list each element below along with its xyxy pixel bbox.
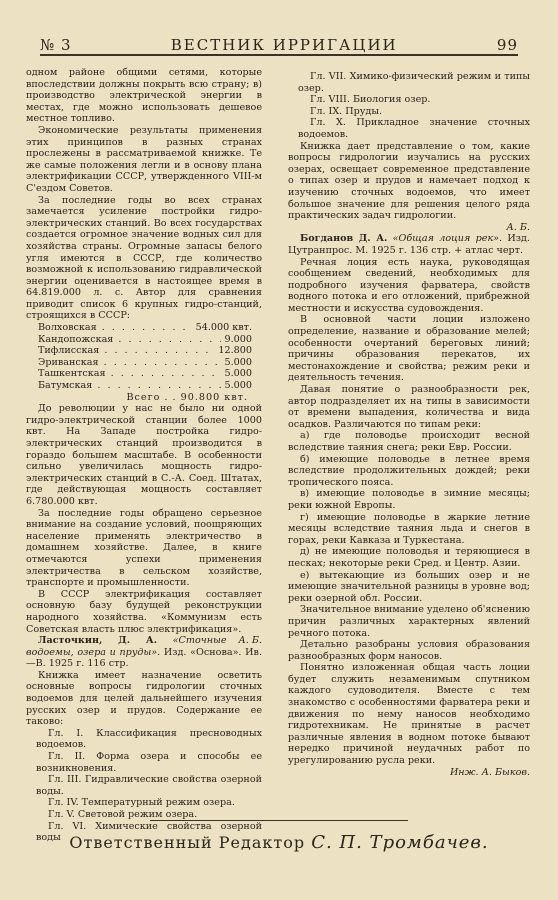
paragraph: Давая понятие о разнообразности рек, автор подразделяет их на типы в зависимости от времени выпадения, количества и вида осадков. Различаются по типам реки: <box>288 384 530 430</box>
paragraph: Детально разобраны условия образования разнообразных форм наносов. <box>288 639 530 662</box>
footer-divider <box>150 820 408 821</box>
editor-name: С. П. Тромбачев. <box>311 832 489 853</box>
issue-number: № 3 <box>40 36 72 54</box>
signature: Инж. А. Быков. <box>449 766 530 778</box>
toc-item: Гл. V. Световой режим озера. <box>48 809 198 820</box>
toc-item: Гл. VII. Химико-физический режим и типы озер. <box>298 71 530 94</box>
editor-label: Ответственный Редактор <box>69 833 306 852</box>
station-row: Тифлисская . . . 12.800 <box>26 345 262 357</box>
paragraph: Значительное внимание уделено об'яснению причин различных характерных явлений речного потока. <box>288 604 530 639</box>
left-column <box>26 67 262 844</box>
toc-item: Гл. VI. Химические свойства озерной воды <box>36 820 262 844</box>
journal-title: ВЕСТНИК ИРРИГАЦИИ <box>170 36 398 54</box>
river-type: а) где половодье происходит весной вследствие таяния снега; реки Евр. России. <box>288 430 530 453</box>
station-list <box>26 322 262 403</box>
paragraph: Понятно изложенная общая часть лоции будет служить незаменимым спутником каждого судоводителя. Вместе с тем знакомство с особенностями фарватера реки и движения по нему наносов необходимо гидротехникам. Не принятые в расчет различные явления в водном потоке бывают нередко причиной неудачных работ по урегулированию русла реки. <box>288 662 530 767</box>
paragraph: За последние годы обращено серьезное внимание на создание условий, поощряющих население применять электричество в домашнем хозяйстве. Далее, в книге отмечаются успехи применения электричества в сельском хозяйстве, транспорте и промышленности. <box>26 507 262 589</box>
signature: А. Б. <box>238 635 262 647</box>
station-row: Волховская . . . 54.000 квт. <box>26 322 262 334</box>
paragraph: В основной части лоции изложено определение, название и образование мелей; особенности очертаний береговых линий; причины образования перекатов, их местонахождение и свойства; режим реки и деятельность течения. <box>288 314 530 384</box>
river-type: г) имеющие половодье в жаркие летние месяцы вследствие таяния льда и снегов в горах, реки Кавказа и Туркестана. <box>288 511 530 546</box>
paragraph: Книжка дает представление о том, какие вопросы гидрологии изучались на русских озерах, освещает современное представление о типах озер и прудов и намечает подход к изучению сточных водоемов, что имеет большое значение для решения целого ряда практических задач гидрологии. <box>288 140 530 222</box>
paragraph: Речная лоция есть наука, руководящая сообщением сведений, необходимых для подробного изучения фарватера, свойств водного потока и его отложений, прибрежной местности и искусства судовождения. <box>288 256 530 314</box>
station-row: Кандопожская . . . 9.000 <box>26 334 262 346</box>
station-row: Ташкентская . . . 5.000 <box>26 368 262 380</box>
toc-item: Гл. II. Форма озера и способы ее возникновения. <box>36 751 262 774</box>
toc-item: Гл. IV. Температурный режим озера. <box>48 797 235 809</box>
toc-item: Гл. III. Гидравлические свойства озерной воды. <box>36 774 262 797</box>
paragraph: За последние годы во всех странах замечается усиление постройки гидро-электрических станций. Во всех государствах создается огромное значение водных сил для хозяйства страны. Огромные запасы белого угля имеются в СССР, где количество возможной к использованию гидравлической энергии оценивается в настоящее время в 64.819.000 л. с. Автор для сравнения приводит список 6 крупных гидро-станций, строящихся в СССР: <box>26 194 262 322</box>
river-type: д) не имеющие половодья и теряющиеся в песках; некоторые реки Сред. и Центр. Азии. <box>288 546 530 569</box>
toc-item: Гл. VIII. Биология озер. <box>310 94 431 106</box>
station-row: Батумская . . . 5.000 <box>26 380 262 392</box>
book-reference: Богданов Д. А. «Общая лоция рек». Изд. Цутранпрос. М. 1925 г. 136 стр. + атлас черт. <box>288 233 530 256</box>
right-column <box>288 71 530 778</box>
paragraph: одном районе общими сетями, которые впоследствии должны покрыть всю страну; в) производство электрической энергии в местах, где можно использовать дешевое местное топливо. <box>26 67 262 125</box>
paragraph: До революции у нас не было ни одной гидро-электрической станции более 1000 квт. На Западе постройка гидро-электрических станций производится в гораздо большем масштабе. В особенности сильно увеличилась мощность гидро-электрических станций в С.-А. Соед. Штатах, где действующая мощность составляет 6.780.000 квт. <box>26 403 262 507</box>
river-type: в) имеющие половодье в зимние месяцы; реки южной Европы. <box>288 488 530 511</box>
paragraph: Экономические результаты применения этих принципов в разных странах прослежены в рассматриваемой книжке. Те же самые положения легли и в основу плана электрификации СССР, утвержденного VIII-м С'ездом Советов. <box>26 124 262 194</box>
paragraph: В СССР электрификация составляет основную базу будущей реконструкции народного хозяйства. «Коммунизм есть Советская власть плюс электрификация». А. Б. <box>26 588 262 647</box>
river-type: б) имеющие половодье в летнее время вследствие продолжительных дождей; реки тропического пояса. <box>288 453 530 488</box>
toc-item: Гл. X. Прикладное значение сточных водоемов. <box>298 117 530 140</box>
station-total: Всего . . 90.800 квт. <box>126 391 248 403</box>
page-header <box>40 30 518 56</box>
toc-item: Гл. I. Классификация пресноводных водоемов. <box>36 727 262 751</box>
signature: А. Б. <box>506 221 530 233</box>
editor-line <box>0 832 558 853</box>
river-type: е) вытекающие из больших озер и не имеющие значительной разницы в уровне вод; реки озерной обл. России. <box>288 569 530 604</box>
station-row: Эриванская . . . 5.000 <box>26 357 262 369</box>
page-number: 99 <box>496 36 518 54</box>
paragraph: Книжка имеет назначение осветить основные вопросы гидрологии сточных водоемов для целей дальнейшего изучения русских озер и прудов. Содержание ее таково: <box>26 669 262 728</box>
toc-item: Гл. IX. Пруды. <box>310 105 383 117</box>
book-reference: Ласточкин, Д. А. «Сточные водоемы, озера и пруды». Изд. «Основа». Ив.—В. 1925 г. 116 стр. <box>26 635 262 670</box>
